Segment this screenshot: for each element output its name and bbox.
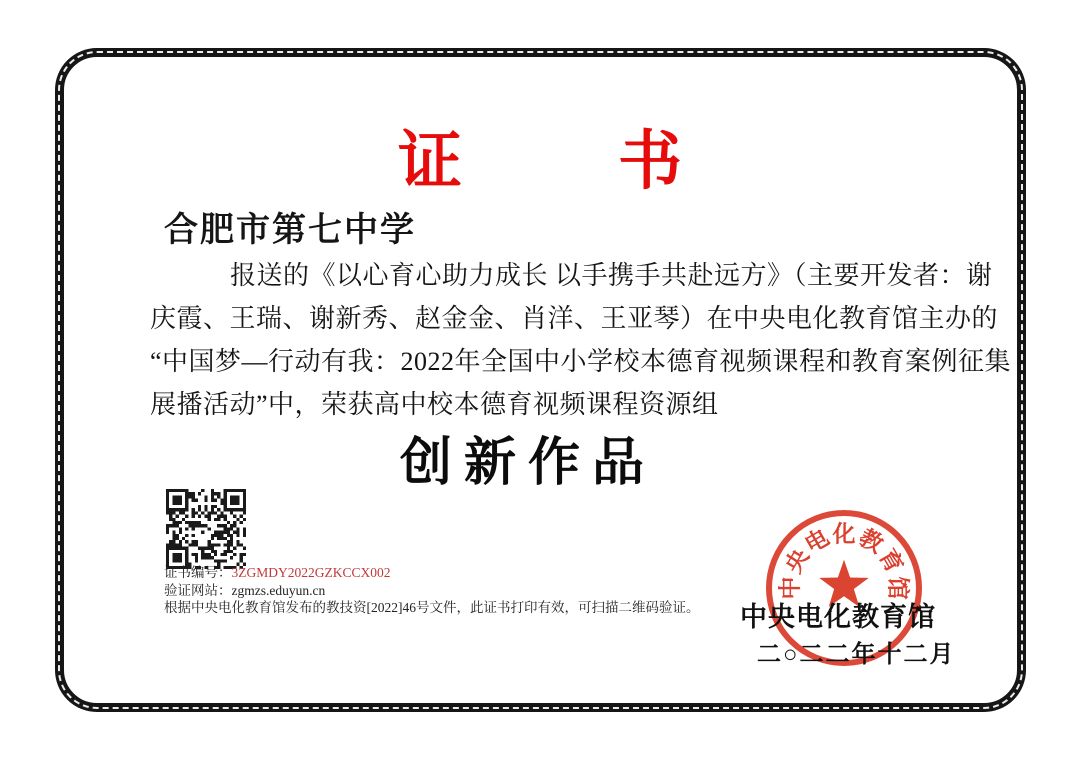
seal-ring-char: 央 <box>779 544 814 578</box>
verify-site-value: zgmzs.eduyun.cn <box>231 582 326 598</box>
seal-ring-char: 化 <box>832 520 856 547</box>
cert-number-line <box>164 564 700 582</box>
award-title: 创新作品 <box>399 434 656 492</box>
body-line: 报送的《以心育心助力成长 以手携手共赴远方》（主要开发者：谢 <box>230 261 993 290</box>
seal-ring-char: 育 <box>874 544 909 578</box>
verify-site-label: 验证网站： <box>164 582 232 598</box>
body-line: 庆霞、王瑞、谢新秀、赵金金、肖洋、王亚琴）在中央电化教育馆主办的 <box>150 304 999 333</box>
verification-info <box>164 564 700 617</box>
certificate-title: 证 书 <box>398 126 728 197</box>
recipient-name: 合肥市第七中学 <box>164 212 416 249</box>
body-line: 展播活动”中，荣获高中校本德育视频课程资源组 <box>150 390 719 419</box>
cert-number-value: 3ZGMDY2022GZKCCX002 <box>231 565 391 580</box>
verify-site-line <box>164 582 700 600</box>
certificate-body <box>150 254 1012 426</box>
issuer-name: 中央电化教育馆 <box>740 602 936 632</box>
cert-number-label: 证书编号： <box>164 565 232 580</box>
issue-date: 二○二二年十二月 <box>757 642 956 668</box>
qr-code-icon <box>166 489 246 569</box>
footnote: 根据中央电化教育馆发布的教技资[2022]46号文件，此证书打印有效，可扫描二维码验证。 <box>164 600 700 615</box>
seal-ring-char: 教 <box>854 523 888 558</box>
seal-ring-char: 馆 <box>885 576 912 600</box>
body-line: “中国梦—行动有我：2022年全国中小学校本德育视频课程和教育案例征集 <box>150 347 1012 376</box>
seal-ring-char: 电 <box>800 523 834 558</box>
seal-ring-char: 中 <box>776 576 803 600</box>
